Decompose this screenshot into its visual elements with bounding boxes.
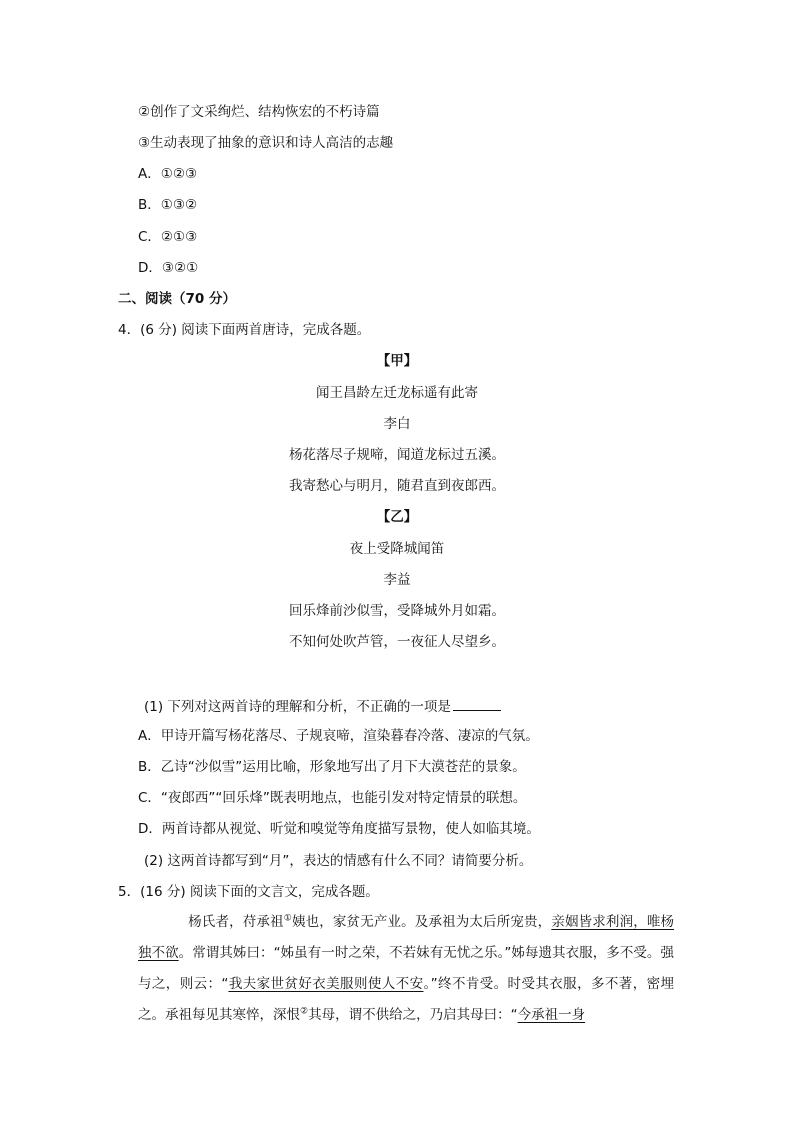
poem-b-line-1: 回乐烽前沙似雪，受降城外月如霜。: [289, 603, 505, 619]
answer-blank[interactable]: [453, 696, 501, 711]
q5-stem: 5．(16 分) 阅读下面的文言文，完成各题。: [118, 884, 379, 900]
poem-b-line-2: 不知何处吹芦管，一夜征人尽望乡。: [289, 634, 505, 650]
poem-a-label: 【甲】: [376, 353, 418, 369]
q3-option-a: A．①②③: [138, 166, 198, 182]
passage-text-5: 其母，谓不供给之，乃启其母曰：“: [308, 1007, 518, 1023]
section-title: 二、阅读（70 分）: [118, 291, 236, 307]
option-item-3: ③生动表现了抽象的意识和诗人高洁的志趣: [138, 135, 394, 151]
underlined-sentence-3: 今承祖一身: [517, 1007, 586, 1023]
poem-b-author: 李益: [383, 572, 411, 588]
q4-sub1-text: (1) 下列对这两首诗的理解和分析，不正确的一项是: [144, 699, 451, 715]
q3-option-c: C．②①③: [138, 229, 198, 245]
passage-text-3: 。常谓其姊曰：“姊虽有一时之荣，不若妹有无忧之乐。”姊每遗其衣服，多不受。强与之，则云：“: [138, 945, 674, 992]
option-item-2: ②创作了文采绚烂、结构恢宏的不朽诗篇: [138, 104, 380, 120]
q4-sub1-option-d: D．两首诗都从视觉、听觉和嗅觉等角度描写景物，使人如临其境。: [138, 821, 540, 837]
passage-text-2: 姨也，家贫无产业。及承祖为太后所宠贵，: [291, 914, 552, 930]
underlined-sentence-2: 我夫家世贫好衣美服则使人不安: [228, 976, 424, 992]
footnote-marker-2: ②: [300, 1006, 309, 1017]
passage-text-1: 杨氏者，苻承祖: [188, 914, 284, 930]
poem-a-line-2: 我寄愁心与明月，随君直到夜郎西。: [289, 478, 505, 494]
q4-sub2: (2) 这两首诗都写到“月”，表达的情感有什么不同？请简要分析。: [144, 853, 533, 869]
q4-sub1: [144, 696, 501, 716]
q3-option-d: D．③②①: [138, 260, 199, 276]
q4-sub1-option-c: C．“夜郎西”“回乐烽”既表明地点，也能引发对特定情景的联想。: [138, 790, 527, 806]
q3-option-b: B．①③②: [138, 197, 198, 213]
poem-b-title: 夜上受降城闻笛: [349, 541, 445, 557]
q4-sub1-option-b: B．乙诗“沙似雪”运用比喻，形象地写出了月下大漠苍茫的景象。: [138, 759, 526, 775]
passage-text-4: 。”终不肯受。时受其衣服，多不著，密埋之。承祖每见其寒悴，深恨: [138, 976, 674, 1023]
poem-a-line-1: 杨花落尽子规啼，闻道龙标过五溪。: [289, 447, 505, 463]
classical-passage: [138, 907, 674, 1031]
poem-a-title: 闻王昌龄左迁龙标遥有此寄: [316, 385, 478, 401]
poem-a-author: 李白: [383, 416, 411, 432]
underlined-sentence-1: 亲姻皆求利润，唯杨独不欲: [138, 914, 675, 961]
q4-sub1-option-a: A．甲诗开篇写杨花落尽、子规哀啼，渲染暮春冷落、凄凉的气氛。: [138, 728, 539, 744]
q4-stem: 4．(6 分) 阅读下面两首唐诗，完成各题。: [118, 322, 371, 338]
poem-b-label: 【乙】: [376, 509, 418, 525]
footnote-marker-1: ①: [283, 913, 292, 924]
